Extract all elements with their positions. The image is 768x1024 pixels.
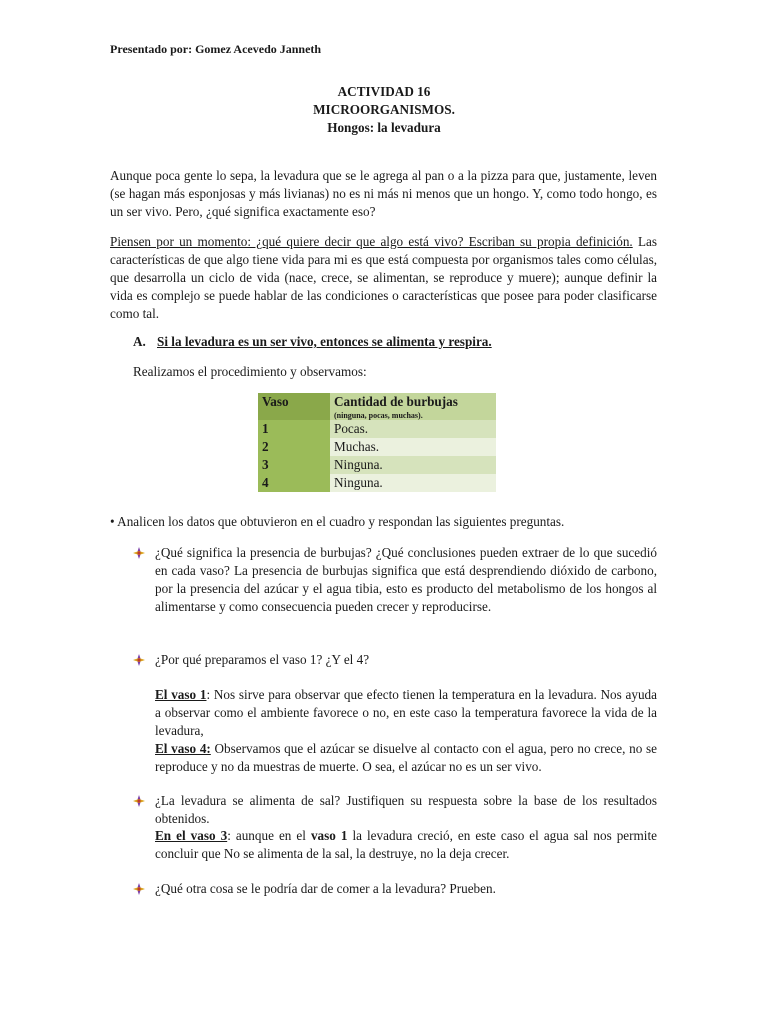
section-a-heading <box>133 333 492 351</box>
results-table <box>258 393 496 492</box>
author-line: Presentado por: Gomez Acevedo Janneth <box>110 42 322 56</box>
table-row <box>258 438 496 456</box>
definition-paragraph <box>110 233 657 323</box>
table-row <box>258 420 496 438</box>
procedure-line: Realizamos el procedimiento y observamos: <box>133 364 367 379</box>
vaso-4-text: Observamos que el azúcar se disuelve al contacto con el agua, pero no crece, no se reproduce y no da muestras de muerte. O sea, el azúcar no es un ser vivo. <box>155 741 657 774</box>
cell-cantidad: Pocas. <box>330 420 496 438</box>
topic-title: MICROORGANISMOS. <box>313 102 455 117</box>
question-2: ¿Por qué preparamos el vaso 1? ¿Y el 4? <box>155 652 370 667</box>
header-cantidad-sub: (ninguna, pocas, muchas). <box>334 411 423 420</box>
cell-cantidad: Muchas. <box>330 438 496 456</box>
title-block <box>0 83 768 137</box>
question-4: ¿Qué otra cosa se le podría dar de comer a la levadura? Prueben. <box>155 881 496 896</box>
cell-cantidad: Ninguna. <box>330 474 496 492</box>
cell-vaso: 1 <box>258 420 330 438</box>
subtopic-title: Hongos: la levadura <box>327 120 441 135</box>
section-a-title: Si la levadura es un ser vivo, entonces se alimenta y respira. <box>157 334 492 349</box>
section-a-letter: A. <box>133 334 146 349</box>
vaso-1-label: El vaso 1 <box>155 687 207 702</box>
definition-answer: Las características de que algo tiene vida para mi es que está compuesta por organismos tales como células, que desarrolla un ciclo de vida (nace, crece, se alimentan, se reproduce y muere); aunque definir la vida es complejo se puede hablar de las condiciones o características que posee para poder clasificarse como tal. <box>110 234 658 321</box>
cell-vaso: 3 <box>258 456 330 474</box>
header-cantidad-title: Cantidad de burbujas <box>334 394 458 409</box>
diamond-bullet-icon <box>133 883 145 895</box>
question-3: ¿La levadura se alimenta de sal? Justifiquen su respuesta sobre la base de los resultados obtenidos. <box>155 793 657 826</box>
header-vaso: Vaso <box>258 393 330 420</box>
vaso-1-text: : Nos sirve para observar que efecto tienen la temperatura en la levadura. Nos ayuda a observar como el ambiente favorece o no, en este caso la temperatura favorece la vida de la levadura, <box>155 687 658 738</box>
vaso-3-label: En el vaso 3 <box>155 828 228 843</box>
cell-vaso: 2 <box>258 438 330 456</box>
vaso-3-text-a: : aunque en el <box>227 828 311 843</box>
cell-vaso: 4 <box>258 474 330 492</box>
answer-vaso-3 <box>155 827 657 863</box>
diamond-bullet-icon <box>133 795 145 807</box>
table-row <box>258 474 496 492</box>
diamond-bullet-icon <box>133 654 145 666</box>
definition-question: Piensen por un momento: ¿qué quiere decir que algo está vivo? Escriban su propia definición. <box>110 234 633 249</box>
header-cantidad <box>330 393 496 420</box>
intro-paragraph: Aunque poca gente lo sepa, la levadura que se le agrega al pan o a la pizza para que, justamente, leven (se hagan más esponjosas y más livianas) no es ni más ni menos que un hongo. Y, como todo hongo, es un ser vivo. Pero, ¿qué significa exactamente eso? <box>110 168 657 219</box>
diamond-bullet-icon <box>133 547 145 559</box>
instructions-line: • Analicen los datos que obtuvieron en el cuadro y respondan las siguientes preguntas. <box>110 514 565 529</box>
table-header-row <box>258 393 496 420</box>
vaso-4-label: El vaso 4: <box>155 741 211 756</box>
answer-vaso-1 <box>155 686 657 740</box>
question-1: ¿Qué significa la presencia de burbujas? ¿Qué conclusiones pueden extraer de lo que sucedió en cada vaso? La presencia de burbujas significa que está desprendiendo dióxido de carbono, por la presencia del azúcar y el agua tibia, esto es producto del metabolismo de los hongos al alimentarse y como consecuencia pueden crecer y reproducirse. <box>155 545 657 614</box>
table-row <box>258 456 496 474</box>
activity-title: ACTIVIDAD 16 <box>337 84 431 99</box>
answer-vaso-4 <box>155 740 657 776</box>
cell-cantidad: Ninguna. <box>330 456 496 474</box>
vaso-3-text-b: la levadura creció, en este caso el agua sal nos permite concluir que No se alimenta de la sal, la destruye, no la deja crecer. <box>155 828 657 861</box>
vaso-3-bold: vaso 1 <box>310 828 348 843</box>
